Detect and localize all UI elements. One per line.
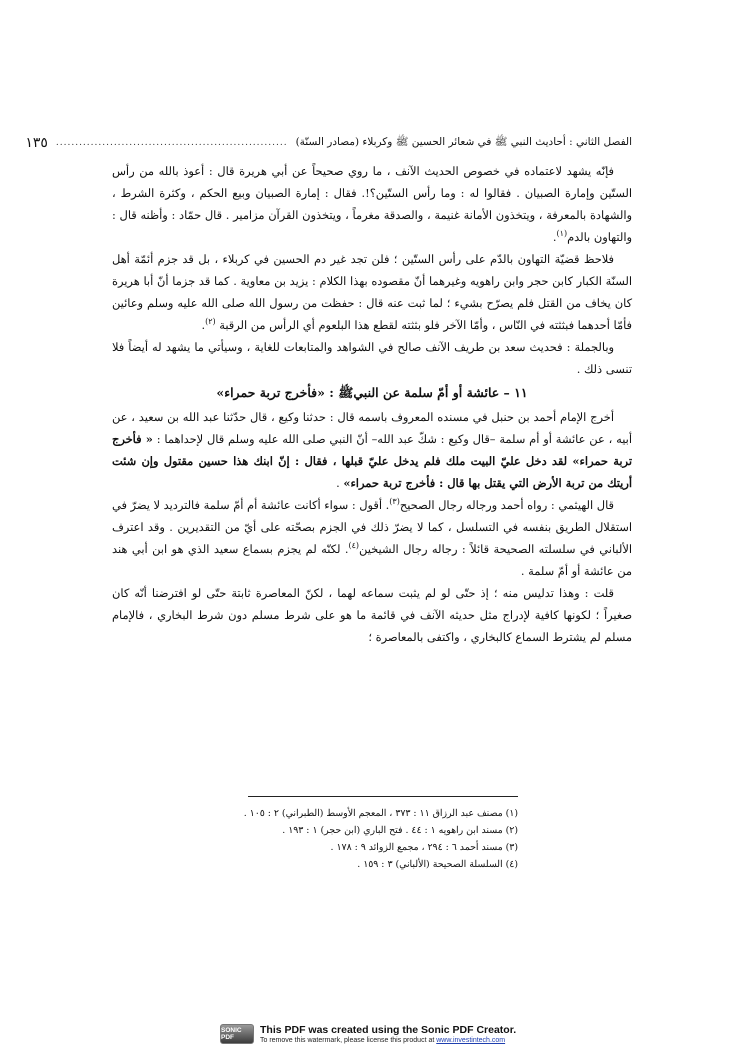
footnote-ref-1: (١) bbox=[556, 229, 568, 239]
paragraph-5-text-b: . أقول : سواء أكانت عائشة أم أمّ سلمة فالترديد لا يضرّ في استقلال الطريق بنفسه في التسلسل ، كما لا يضرّ ذلك في الجزم بصحّته على أيّ من التقديرين . وقد اعترف الألباني في سلسلته الصحيحة قائلاً : رجاله رجال الشيخين bbox=[112, 498, 632, 556]
paragraph-3: وبالجملة : فحديث سعد بن طريف الآنف صالح في الشواهد والمتابعات للغاية ، وسيأتي ما يشهد له أيضاً فلا تنسى ذلك . bbox=[112, 340, 632, 376]
paragraph-6: قلت : وهذا تدليس منه ؛ إذ حتّى لو لم يثبت سماعه لهما ، لكنّ المعاصرة ثابتة حتّى لو افترضنا أنّه كان صغيراً ؛ لكونها كافية لإدراج مثل حديثه الآنف في قائمة ما هو على شرط مسلم دون شرط البخاري ، فالإمام مسلم لم يشترط السماع كالبخاري ، واكتفى بالمعاصرة ؛ bbox=[112, 586, 632, 644]
footnote-item: (٣) مسند أحمد ٦ : ٢٩٤ ، مجمع الزوائد ٩ : ١٧٨ . bbox=[330, 842, 518, 853]
page-number: ١٣٥ bbox=[25, 135, 48, 151]
footnote-list bbox=[243, 805, 518, 873]
paragraph-4-text: أخرج الإمام أحمد بن حنبل في مسنده المعروف باسمه قال : حدثنا وكيع ، قال حدّثنا عبد الله بن سعيد ، عن أبيه ، عن عائشة أو أم سلمة –قال وكيع : شكّ عبد الله– أنّ النبي صلى الله عليه وسلم قال لإحداهما : bbox=[112, 410, 632, 446]
watermark-line-2 bbox=[260, 1036, 516, 1045]
sonic-pdf-logo: SONIC PDF bbox=[220, 1024, 254, 1044]
watermark-text bbox=[260, 1024, 516, 1045]
hadith-quote: « فأخرج تربة حمراء» لقد دخل عليّ البيت ملك فلم يدخل عليّ قبلها ، فقال : إنّ ابنك هذا حسين مقتول وإن شئت أريتك من تربة الأرض التي يقتل بها قال : فأخرج تربة حمراء» bbox=[112, 432, 632, 490]
chapter-title: الفصل الثاني : أحاديث النبي ﷺ في شعائر الحسين ﷺ وكربلاء (مصادر السنّة) bbox=[295, 135, 632, 148]
footnote-item: (٤) السلسلة الصحيحة (الألباني) ٣ : ١٥٩ . bbox=[357, 859, 518, 870]
paragraph-4 bbox=[112, 406, 632, 494]
paragraph-4-end: . bbox=[336, 476, 340, 490]
watermark-line-1: This PDF was created using the Sonic PDF Creator. bbox=[260, 1023, 517, 1036]
paragraph-5 bbox=[112, 494, 632, 582]
footnote-ref-2: (٢) bbox=[205, 317, 216, 327]
footnote-ref-4: (٤) bbox=[348, 541, 360, 551]
paragraph-2: فلاحظ قضيّة التهاون بالدّم على رأس الستّين ؛ فلن تجد غير دم الحسين في كربلاء ، بل قد جزم أئمّة أهل السنّة الكبار كابن حجر وابن راهويه وغيرهما أنّ مقصوده بهذا الكلام : يزيد بن معاوية . كما قد جزما أنّ أبا هريرة كان يخاف من القتل فلم يصرّح بشيء ؛ لما ثبت عنه قال : حفظت من رسول الله صلى الله عليه وسلم وعائين فأمّا أحدهما فبثثته في النّاس ، وأمّا الآخر فلو بثثته لقطع هذا البلعوم أي الرأس من الرقبة $^{(٢)}$. bbox=[112, 252, 632, 332]
pdf-watermark bbox=[220, 1021, 540, 1047]
paragraph-5-text-a: قال الهيثمي : رواه أحمد ورجاله رجال الصحيح bbox=[399, 498, 614, 512]
page-content bbox=[25, 132, 632, 648]
section-heading: ١١ – عائشة أو أمّ سلمة عن النبيﷺ : «فأخرج تربة حمراء» bbox=[216, 385, 528, 400]
footnote-item: (٢) مسند ابن راهويه ١ : ٤٤ . فتح الباري (ابن حجر) ١ : ١٩٣ . bbox=[282, 825, 518, 836]
leader-dots: ............................................................ bbox=[55, 138, 288, 148]
watermark-link[interactable]: www.investintech.com bbox=[436, 1036, 506, 1044]
footnote-ref-3: (٣) bbox=[389, 497, 400, 507]
footnote-item: (١) مصنف عبد الرزاق ١١ : ٣٧٣ ، المعجم الأوسط (الطبراني) ٢ : ١٠٥ . bbox=[243, 808, 518, 819]
paragraph-1-text: فإنّه يشهد لاعتماده في خصوص الحديث الآنف ، ما روي صحيحاً عن أبي هريرة قال : أعوذ بالله من رأس الستّين وإمارة الصبيان . فقالوا له : وما رأس الستّين؟!. فقال : إمارة الصبيان وبيع الحكم ، وكثرة الشرط ، والشهادة بالمعرفة ، ويتخذون الأمانة غنيمة ، والصدقة مغرماً ، ويتخذون القرآن مزامير . قال حمّاد : وأظنه قال : والتهاون بالدم bbox=[112, 164, 632, 244]
footnotes bbox=[243, 796, 518, 873]
paragraph-1: فإنّه يشهد لاعتماده في خصوص الحديث الآنف ، ما روي صحيحاً عن أبي هريرة قال : أعوذ بالله من رأس الستّين وإمارة الصبيان . فقالوا له : وما رأس الستّين؟!. فقال : إمارة الصبيان وبيع الحكم ، وكثرة الشرط ، والشهادة بالمعرفة ، ويتخذون الأمانة غنيمة ، والصدقة مغرماً ، ويتخذون القرآن مزامير . قال حمّاد : وأظنه قال : والتهاون بالدم$^{(١)}$. bbox=[112, 164, 632, 244]
running-header bbox=[25, 132, 632, 154]
paragraph-5-text-c: . لكنّه لم يجزم بسماع سعيد الذي هو ابن أبي هند من عائشة أو أمّ سلمة . bbox=[112, 542, 632, 578]
paragraph-2-text: فلاحظ قضيّة التهاون بالدّم على رأس الستّين ؛ فلن تجد غير دم الحسين في كربلاء ، بل قد جزم أئمّة أهل السنّة الكبار كابن حجر وابن راهويه وغيرهما أنّ مقصوده بهذا الكلام : يزيد بن معاوية . كما قد جزما أنّ أبا هريرة كان يخاف من القتل فلم يصرّح بشيء ؛ لما ثبت عنه قال : حفظت من رسول الله صلى الله عليه وسلم وعائين فأمّا أحدهما فبثثته في النّاس ، وأمّا الآخر فلو بثثته لقطع هذا البلعوم أي الرأس من الرقبة bbox=[112, 252, 632, 332]
watermark-line-2-prefix: To remove this watermark, please license this product at bbox=[260, 1036, 437, 1044]
